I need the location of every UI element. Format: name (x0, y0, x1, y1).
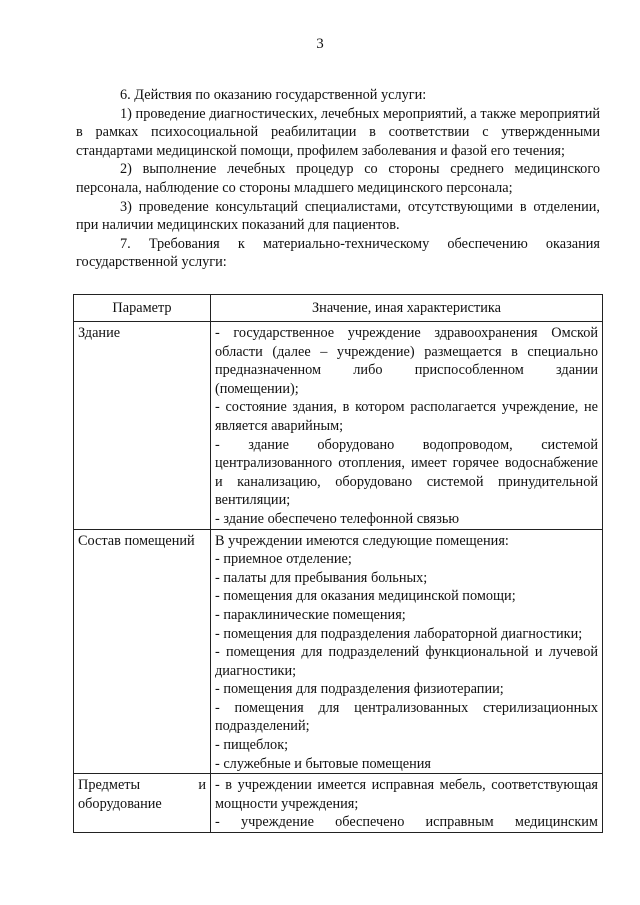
body-text (76, 86, 600, 272)
table-row (74, 529, 603, 774)
value-line: - государственное учреждение здравоохранения Омской области (далее – учреждение) размещается в специально предназначенном либо приспособленном здании (помещении); (215, 325, 598, 397)
value-line: - помещения для оказания медицинской помощи; (215, 588, 516, 605)
table-row (74, 322, 603, 530)
value-line: В учреждении имеются следующие помещения: (215, 532, 509, 549)
param-rooms: Состав помещений (78, 532, 195, 549)
section-6-item-2: 2) выполнение лечебных процедур со стороны среднего медицинского персонала, наблюдение со стороны младшего медицинского персонала; (76, 161, 600, 196)
value-line: - параклинические помещения; (215, 606, 406, 623)
value-line: - помещения для подразделений функциональной и лучевой диагностики; (215, 644, 598, 679)
section-6-item-1: 1) проведение диагностических, лечебных мероприятий, а также мероприятий в рамках психосоциальной реабилитации в соответствии с утвержденными стандартами медицинской помощи, профилем заболевания и фазой его течения; (76, 105, 600, 159)
value-line: - помещения для подразделения лабораторной диагностики; (215, 625, 583, 642)
value-line: - здание оборудовано водопроводом, системой централизованного отопления, имеет горячее водоснабжение и канализацию, оборудовано системой принудительной вентиляции; (215, 436, 598, 509)
value-cell (211, 529, 603, 774)
value-line: - палаты для пребывания больных; (215, 569, 428, 586)
value-line: - пищеблок; (215, 737, 289, 754)
page-number: 3 (316, 36, 324, 52)
section-7-heading: 7. Требования к материально-техническому обеспечению оказания государственной услуги: (76, 235, 600, 271)
value-line: - здание обеспечено телефонной связью (215, 510, 460, 527)
table-header-row (74, 295, 603, 322)
header-parameter: Параметр (74, 295, 211, 322)
value-cell (211, 322, 603, 530)
value-line: - в учреждении имеется исправная мебель, соответствующая мощности учреждения; (215, 777, 598, 812)
param-cell (74, 774, 211, 833)
value-line: - помещения для подразделения физиотерапии; (215, 681, 504, 698)
value-line: - состояние здания, в котором располагается учреждение, не является аварийным; (215, 399, 598, 434)
requirements-table (73, 294, 603, 833)
value-line: - служебные и бытовые помещения (215, 755, 432, 772)
table-row (74, 774, 603, 833)
header-value: Значение, иная характеристика (211, 295, 603, 322)
param-equipment: Предметы и оборудование (78, 777, 206, 812)
value-cell (211, 774, 603, 833)
param-cell (74, 322, 211, 530)
value-line: - помещения для централизованных стерилизационных подразделений; (215, 699, 598, 735)
value-line: - учреждение обеспечено исправным медицинским (215, 814, 598, 831)
value-line: - приемное отделение; (215, 551, 352, 568)
section-6-item-3: 3) проведение консультаций специалистами, отсутствующими в отделении, при наличии медицинских показаний для пациентов. (76, 198, 600, 234)
param-building: Здание (78, 325, 121, 341)
param-cell (74, 529, 211, 774)
section-6-heading: 6. Действия по оказанию государственной услуги: (120, 87, 427, 103)
